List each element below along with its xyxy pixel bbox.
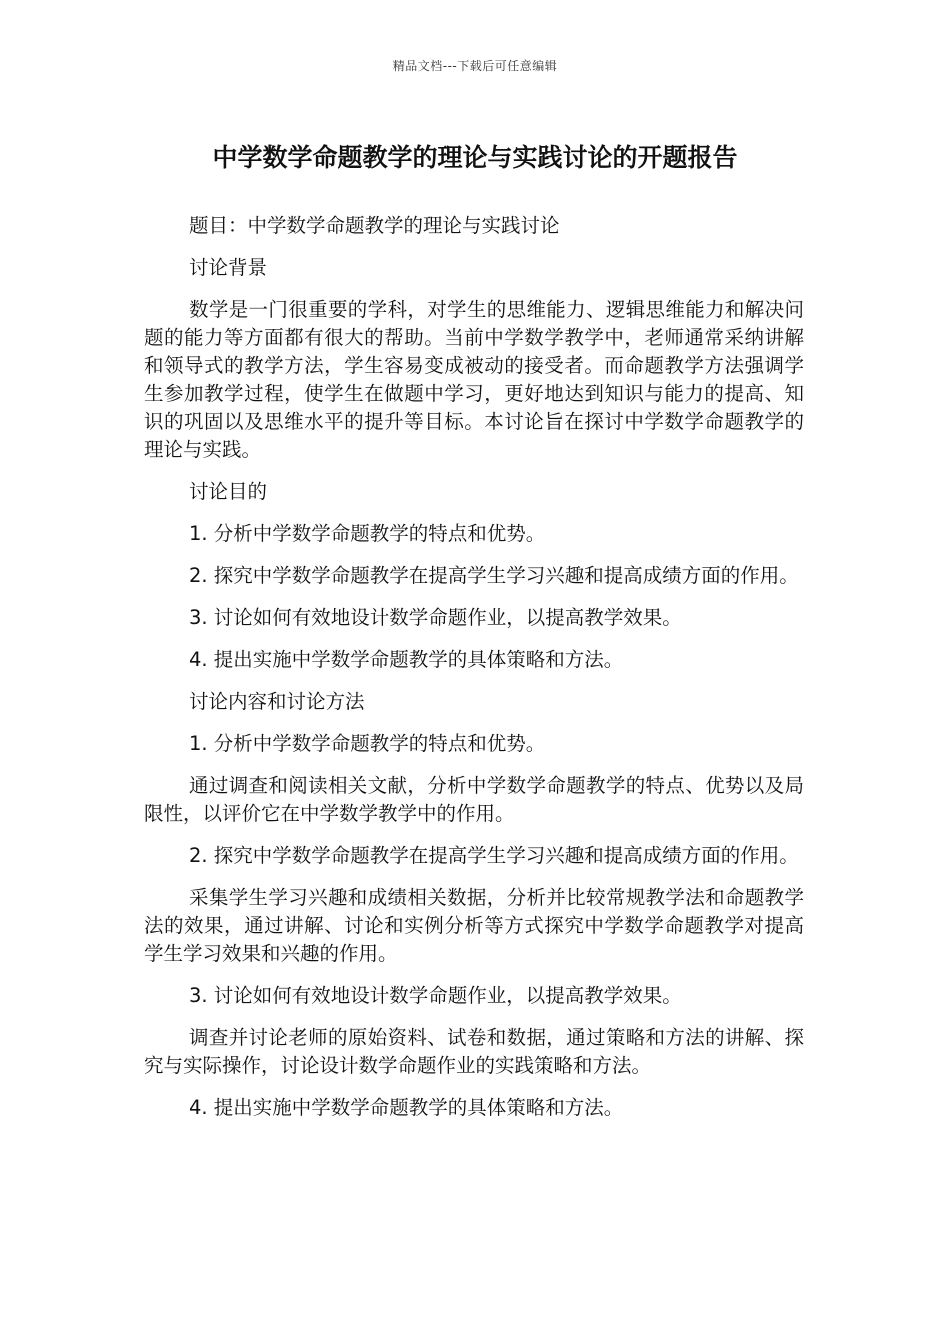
section-heading-background: 讨论背景	[189, 256, 268, 279]
content-item-4: 4. 提出实施中学数学命题教学的具体策略和方法。	[189, 1096, 624, 1119]
purpose-item-1: 1. 分析中学数学命题教学的特点和优势。	[189, 522, 546, 545]
background-paragraph: 数学是一门很重要的学科，对学生的思维能力、逻辑思维能力和解决问题的能力等方面都有很大的帮助。当前中学数学教学中，老师通常采纳讲解和领导式的教学方法，学生容易变成被动的接受者。而命题教学方法强调学生参加教学过程，使学生在做题中学习，更好地达到知识与能力的提高、知识的巩固以及思维水平的提升等目标。本讨论旨在探讨中学数学命题教学的理论与实践。	[144, 298, 804, 461]
content-item-1-detail: 通过调查和阅读相关文献，分析中学数学命题教学的特点、优势以及局限性，以评价它在中学数学教学中的作用。	[144, 774, 804, 825]
section-heading-content-method: 讨论内容和讨论方法	[189, 690, 365, 713]
document-body	[144, 212, 804, 1136]
section-heading-purpose: 讨论目的	[189, 480, 268, 503]
content-item-2: 2. 探究中学数学命题教学在提高学生学习兴趣和提高成绩方面的作用。	[189, 844, 799, 867]
content-item-3-detail: 调查并讨论老师的原始资料、试卷和数据，通过策略和方法的讲解、探究与实际操作，讨论设计数学命题作业的实践策略和方法。	[144, 1026, 804, 1077]
topic-line: 题目：中学数学命题教学的理论与实践讨论	[189, 214, 560, 237]
document-title: 中学数学命题教学的理论与实践讨论的开题报告	[212, 143, 738, 172]
purpose-item-2: 2. 探究中学数学命题教学在提高学生学习兴趣和提高成绩方面的作用。	[189, 564, 799, 587]
header-note: 精品文档---下载后可任意编辑	[392, 59, 558, 73]
content-item-1: 1. 分析中学数学命题教学的特点和优势。	[189, 732, 546, 755]
content-item-2-detail: 采集学生学习兴趣和成绩相关数据，分析并比较常规教学法和命题教学法的效果，通过讲解、讨论和实例分析等方式探究中学数学命题教学对提高学生学习效果和兴趣的作用。	[144, 886, 804, 965]
purpose-item-4: 4. 提出实施中学数学命题教学的具体策略和方法。	[189, 648, 624, 671]
content-item-3: 3. 讨论如何有效地设计数学命题作业，以提高教学效果。	[189, 984, 682, 1007]
purpose-item-3: 3. 讨论如何有效地设计数学命题作业，以提高教学效果。	[189, 606, 682, 629]
